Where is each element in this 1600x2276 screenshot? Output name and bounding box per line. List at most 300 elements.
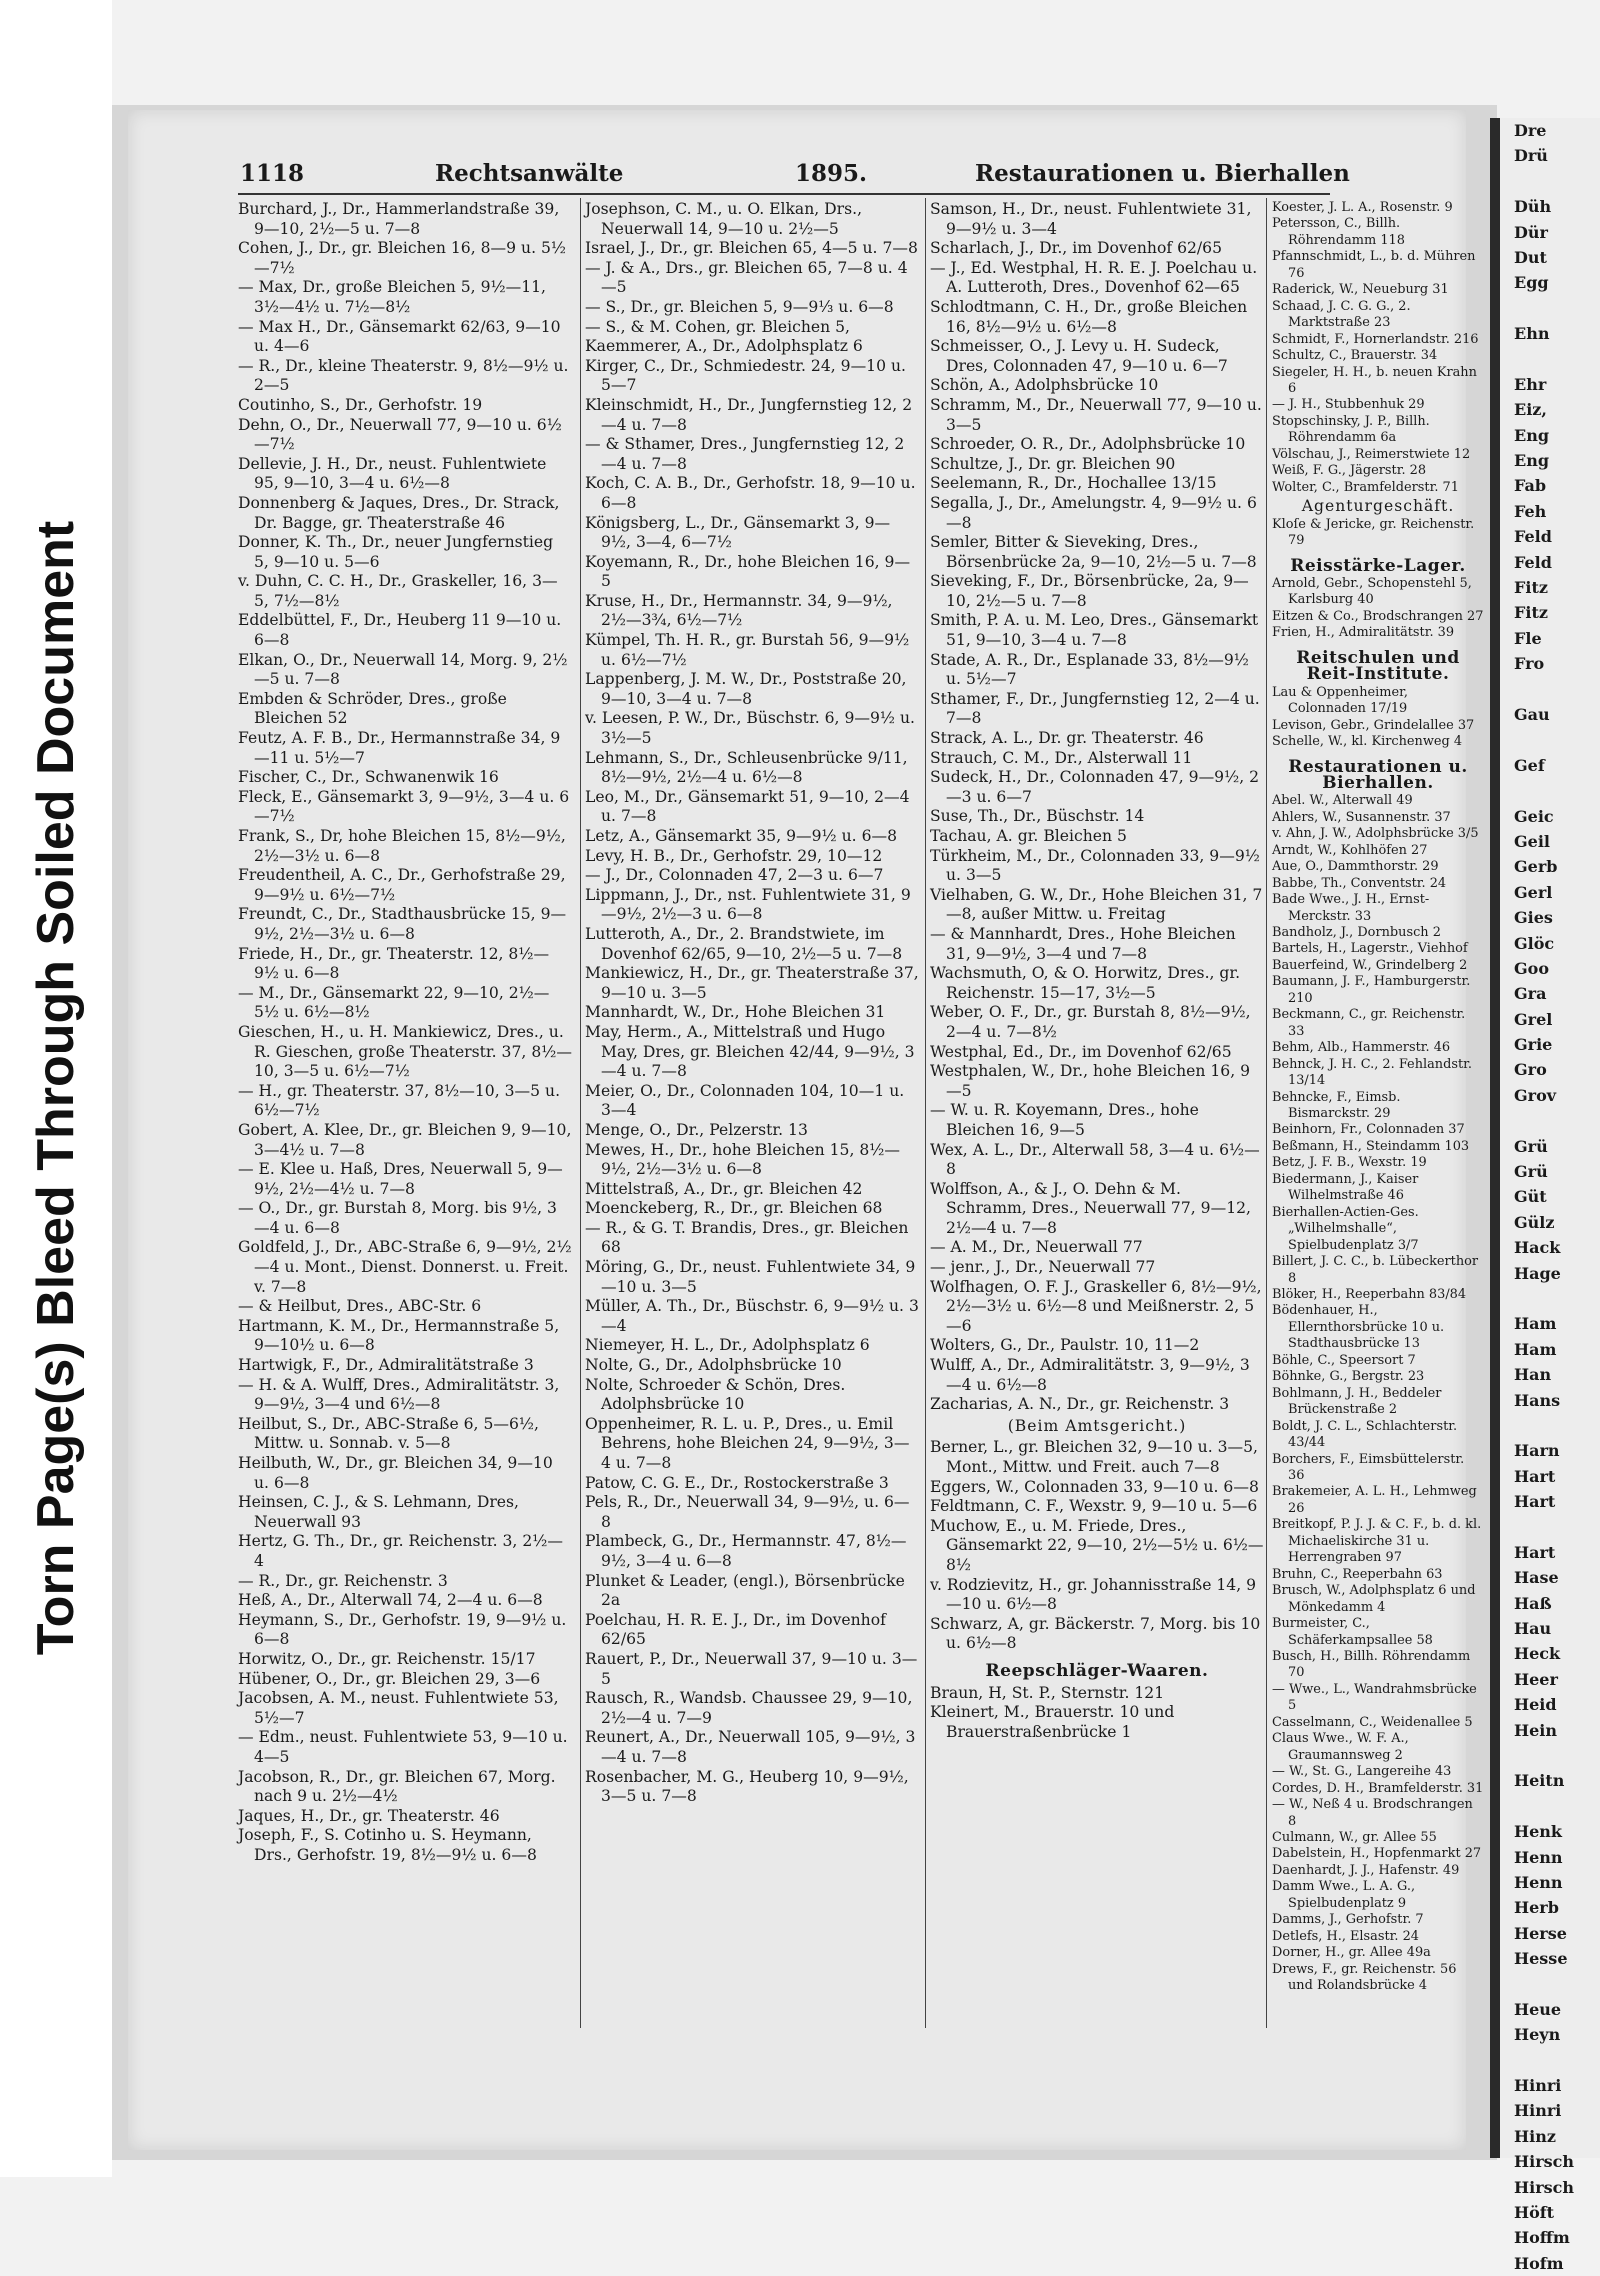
directory-entry: Lippmann, J., Dr., nst. Fuhlentwiete 31, 9—9½, 2½—3 u. 6—8 (585, 885, 911, 924)
directory-entry: — A. M., Dr., Neuerwall 77 (930, 1238, 1143, 1257)
directory-entry: Muchow, E., u. M. Friede, Dres., Gänsemarkt 22, 9—10, 2½—5½ u. 6½—8½ (930, 1516, 1264, 1574)
directory-entry: Bauerfeind, W., Grindelberg 2 (1272, 957, 1468, 973)
directory-entry: Koch, C. A. B., Dr., Gerhofstr. 18, 9—10 u. 6—8 (585, 474, 916, 512)
directory-entry: Beßmann, H., Steindamm 103 (1272, 1138, 1470, 1154)
directory-entry: Eddelbüttel, F., Dr., Heuberg 11 9—10 u. 6—8 (238, 611, 562, 650)
directory-entry: Eggers, W., Colonnaden 33, 9—10 u. 6—8 (930, 1477, 1259, 1496)
directory-entry: Stade, A. R., Dr., Esplanade 33, 8½—9½ u. 5½—7 (930, 650, 1249, 689)
directory-entry: Strack, A. L., Dr. gr. Theaterstr. 46 (930, 729, 1204, 748)
directory-entry: Sudeck, H., Dr., Colonnaden 47, 9—9½, 2—3 u. 6—7 (930, 768, 1260, 806)
directory-entry: Wolter, C., Bramfelderstr. 71 (1272, 479, 1459, 495)
directory-entry: Daenhardt, J. J., Hafenstr. 49 (1272, 1862, 1460, 1878)
edge-word-fragment: Feh (1514, 501, 1547, 521)
edge-word-fragment: Heyn (1514, 2025, 1561, 2045)
directory-entry: Ahlers, W., Susannenstr. 37 (1272, 809, 1451, 825)
edge-word-fragment: Hart (1514, 1542, 1556, 1562)
edge-word-fragment: Dre (1514, 121, 1547, 140)
directory-entry: — M., Dr., Gänsemarkt 22, 9—10, 2½—5½ u. 6½—8½ (238, 983, 550, 1022)
directory-entry: Cordes, D. H., Bramfelderstr. 31 (1272, 1780, 1484, 1796)
directory-entry: — J., Ed. Westphal, H. R. E. J. Poelchau u. A. Lutteroth, Dres., Dovenhof 62—65 (930, 258, 1258, 297)
subsection-heading: (Beim Amtsgericht.) (1007, 1416, 1187, 1435)
directory-entry: Bödenhauer, H., Ellernthorsbrücke 10 u. Stadthausbrücke 13 (1272, 1303, 1445, 1352)
directory-entry: Israel, J., Dr., gr. Bleichen 65, 4—5 u. 7—8 (585, 239, 918, 258)
column-2 (585, 200, 919, 1807)
edge-word-fragment: Heitn (1514, 1771, 1565, 1791)
directory-entry: Fischer, C., Dr., Schwanenwik 16 (238, 768, 499, 787)
directory-entry: Nolte, Schroeder & Schön, Dres. Adolphsbrücke 10 (585, 1375, 846, 1414)
directory-entry: Hübener, O., Dr., gr. Bleichen 29, 3—6 (238, 1669, 541, 1688)
edge-word-fragment: Henk (1514, 1822, 1563, 1842)
edge-word-fragment (1500, 2048, 1600, 2073)
directory-entry: Mankiewicz, H., Dr., gr. Theaterstraße 37, 9—10 u. 3—5 (585, 964, 919, 1002)
edge-word-fragment: Harn (1514, 1441, 1560, 1461)
directory-entry: Levy, H. B., Dr., Gerhofstr. 29, 10—12 (585, 846, 883, 865)
column-1 (238, 200, 572, 1865)
directory-entry: Coutinho, S., Dr., Gerhofstr. 19 (238, 395, 483, 414)
edge-word-fragment: Gerb (1514, 857, 1558, 877)
directory-entry: Smith, P. A. u. M. Leo, Dres., Gänsemarkt 51, 9—10, 3—4 u. 7—8 (930, 611, 1259, 650)
left-running-title: Rechtsanwälte (435, 160, 624, 187)
directory-entry: Fleck, E., Gänsemarkt 3, 9—9½, 3—4 u. 6—7½ (238, 787, 570, 826)
directory-entry: Breitkopf, P. J. J. & C. F., b. d. kl. Michaeliskirche 31 u. Herrengraben 97 (1272, 1517, 1482, 1566)
directory-entry: — S., & M. Cohen, gr. Bleichen 5, (585, 317, 850, 336)
directory-entry: — & Heilbut, Dres., ABC-Str. 6 (238, 1297, 482, 1316)
directory-entry: Nolte, G., Dr., Adolphsbrücke 10 (585, 1356, 842, 1375)
edge-word-fragment: Ham (1514, 1314, 1557, 1334)
directory-entry: Damm Wwe., L. A. G., Spielbudenplatz 9 (1272, 1879, 1416, 1911)
directory-entry: — Edm., neust. Fuhlentwiete 53, 9—10 u. 4—5 (238, 1728, 568, 1766)
directory-entry: Behm, Alb., Hammerstr. 46 (1272, 1040, 1451, 1056)
year: 1895. (795, 160, 868, 187)
directory-entry: Rosenbacher, M. G., Heuberg 10, 9—9½, 3—5 u. 7—8 (585, 1767, 909, 1806)
edge-word-fragment: Henn (1514, 1847, 1563, 1867)
directory-entry: Behncke, F., Eimsb. Bismarckstr. 29 (1272, 1089, 1401, 1122)
column-4 (1272, 200, 1484, 1994)
directory-entry: v. Ahn, J. W., Adolphsbrücke 3/5 (1272, 826, 1479, 842)
edge-word-fragment: Ham (1514, 1339, 1557, 1359)
edge-word-fragment: Grel (1514, 1009, 1553, 1029)
edge-word-fragment: Goo (1514, 958, 1550, 978)
directory-entry: Bartels, H., Lagerstr., Viehhof (1272, 941, 1468, 957)
directory-entry: Berner, L., gr. Bleichen 32, 9—10 u. 3—5, Mont., Mittw. und Freit. auch 7—8 (930, 1438, 1259, 1476)
directory-entry: Koyemann, R., Dr., hohe Bleichen 16, 9—5 (585, 552, 911, 591)
directory-entry: — & Mannhardt, Dres., Hohe Bleichen 31, 9—9½, 3—4 und 7—8 (930, 924, 1236, 963)
directory-entry: — R., Dr., gr. Reichenstr. 3 (238, 1571, 448, 1590)
directory-entry: Detlefs, H., Elsastr. 24 (1272, 1928, 1419, 1944)
directory-entry: Heß, A., Dr., Alterwall 74, 2—4 u. 6—8 (238, 1591, 543, 1610)
directory-entry: Arndt, W., Kohlhöfen 27 (1272, 842, 1428, 858)
directory-entry: Raderick, W., Neueburg 31 (1272, 282, 1449, 298)
edge-word-fragment: Hinri (1514, 2101, 1562, 2121)
section-heading: Reisstärke-Lager. (1290, 555, 1466, 576)
directory-entry: Heymann, S., Dr., Gerhofstr. 19, 9—9½ u. 6—8 (238, 1610, 567, 1649)
directory-entry: — Wwe., L., Wandrahmsbrücke 5 (1272, 1681, 1477, 1714)
edge-word-fragment: Ehn (1514, 324, 1550, 344)
directory-entry: Suse, Th., Dr., Büschstr. 14 (930, 807, 1145, 826)
edge-word-fragment: Haß (1514, 1593, 1552, 1613)
directory-entry: Semler, Bitter & Sieveking, Dres., Börsenbrücke 2a, 9—10, 2½—5 u. 7—8 (930, 533, 1257, 571)
edge-word-fragment: Gra (1514, 984, 1547, 1004)
edge-word-fragment: Gef (1514, 755, 1545, 775)
column-divider (1266, 198, 1267, 2028)
edge-word-fragment: Fab (1514, 476, 1547, 496)
directory-entry: — J., Dr., Colonnaden 47, 2—3 u. 6—7 (585, 866, 884, 885)
directory-entry: — jenr., J., Dr., Neuerwall 77 (930, 1258, 1156, 1277)
column-divider (580, 198, 581, 2028)
edge-word-fragment: Hoffm (1514, 2228, 1570, 2248)
edge-word-fragment: Eng (1514, 425, 1550, 445)
archive-stamp-text: Torn Page(s) Bleed Through Soiled Document (27, 520, 85, 1656)
directory-entry: Schramm, M., Dr., Neuerwall 77, 9—10 u. 3—5 (930, 395, 1262, 434)
directory-entry: Menge, O., Dr., Pelzerstr. 13 (585, 1120, 808, 1139)
directory-entry: Leo, M., Dr., Gänsemarkt 51, 9—10, 2—4 u. 7—8 (585, 787, 910, 826)
directory-entry: — W., St. G., Langereihe 43 (1272, 1764, 1452, 1780)
directory-entry: Hartwigk, F., Dr., Admiralitätstraße 3 (238, 1356, 534, 1375)
directory-entry: Sieveking, F., Dr., Börsenbrücke, 2a, 9—10, 2½—5 u. 7—8 (930, 572, 1249, 610)
directory-entry: Plambeck, G., Dr., Hermannstr. 47, 8½—9½, 3—4 u. 6—8 (585, 1532, 907, 1570)
directory-entry: Pels, R., Dr., Neuerwall 34, 9—9½, u. 6—8 (585, 1493, 910, 1531)
directory-entry: Heinsen, C. J., & S. Lehmann, Dres, Neuerwall 93 (238, 1493, 519, 1531)
directory-entry: Blöker, H., Reeperbahn 83/84 (1272, 1287, 1467, 1302)
page-gutter (1490, 118, 1500, 2158)
directory-entry: Horwitz, O., Dr., gr. Reichenstr. 15/17 (238, 1649, 536, 1668)
edge-word-fragment (1500, 296, 1600, 321)
edge-word-fragment: Hart (1514, 1466, 1556, 1486)
edge-word-fragment: Gies (1514, 908, 1553, 928)
edge-word-fragment: Gro (1514, 1060, 1547, 1080)
edge-word-fragment: Hofm (1514, 2253, 1564, 2273)
directory-entry: Jaques, H., Dr., gr. Theaterstr. 46 (238, 1806, 500, 1825)
directory-entry: Königsberg, L., Dr., Gänsemarkt 3, 9—9½, 3—4, 6—7½ (585, 513, 891, 552)
section-heading: Reepschläger-Waaren. (985, 1660, 1209, 1681)
directory-entry: Levison, Gebr., Grindelallee 37 (1272, 717, 1475, 733)
directory-entry: — & Sthamer, Dres., Jungfernstieg 12, 2—4 u. 7—8 (585, 435, 905, 473)
edge-word-fragment: Grü (1514, 1162, 1548, 1182)
edge-word-fragment (1500, 778, 1600, 803)
subsection-heading: Agenturgeschäft. (1301, 497, 1455, 516)
directory-entry: Sthamer, F., Dr., Jungfernstieg 12, 2—4 u. 7—8 (930, 689, 1260, 728)
directory-entry: Borchers, F., Eimsbüttelerstr. 36 (1272, 1451, 1465, 1483)
edge-word-fragment (1500, 1514, 1600, 1539)
edge-word-fragment: Ehr (1514, 374, 1547, 394)
edge-word-fragment: Heid (1514, 1695, 1557, 1715)
directory-entry: — E. Klee u. Haß, Dres, Neuerwall 5, 9—9½, 2½—4½ u. 7—8 (238, 1160, 563, 1198)
directory-entry: Stopschinsky, J. P., Billh. Röhrendamm 6a (1272, 413, 1430, 446)
edge-word-fragment: Henn (1514, 1872, 1563, 1892)
edge-word-fragment (1500, 169, 1600, 194)
directory-entry: Bade Wwe., J. H., Ernst-Merckstr. 33 (1272, 892, 1430, 924)
directory-entry: Rausch, R., Wandsb. Chaussee 29, 9—10, 2½—4 u. 7—9 (585, 1689, 913, 1727)
directory-entry: Elkan, O., Dr., Neuerwall 14, Morg. 9, 2½—5 u. 7—8 (238, 650, 568, 689)
edge-word-fragment: Fro (1514, 654, 1545, 674)
edge-word-fragment: Eng (1514, 451, 1550, 471)
directory-entry: Mittelstraß, A., Dr., gr. Bleichen 42 (585, 1179, 863, 1198)
directory-entry: Freudentheil, A. C., Dr., Gerhofstraße 29, 9—9½ u. 6½—7½ (238, 866, 566, 904)
edge-word-fragment: Hack (1514, 1238, 1561, 1258)
directory-entry: — H., gr. Theaterstr. 37, 8½—10, 3—5 u. 6½—7½ (238, 1081, 561, 1120)
column-divider (925, 198, 926, 2028)
directory-entry: Aue, O., Dammthorstr. 29 (1272, 859, 1439, 875)
directory-entry: Wulff, A., Dr., Admiralitätstr. 3, 9—9½, 3—4 u. 6½—8 (930, 1356, 1250, 1394)
directory-entry: Schultz, C., Brauerstr. 34 (1272, 348, 1438, 364)
directory-entry: Strauch, C. M., Dr., Alsterwall 11 (930, 748, 1193, 767)
directory-entry: Eitzen & Co., Brodschrangen 27 (1272, 608, 1484, 624)
edge-word-fragment: Egg (1514, 273, 1549, 293)
directory-entry: Schelle, W., kl. Kirchenweg 4 (1272, 734, 1463, 750)
directory-entry: — W., Neß 4 u. Brodschrangen 8 (1272, 1797, 1473, 1829)
edge-word-fragment: Hinri (1514, 2076, 1562, 2096)
directory-entry: Biedermann, J., Kaiser Wilhelmstraße 46 (1272, 1171, 1419, 1204)
directory-entry: Kleinschmidt, H., Dr., Jungfernstieg 12, 2—4 u. 7—8 (585, 395, 913, 434)
directory-entry: Dorner, H., gr. Allee 49a (1272, 1945, 1431, 1961)
directory-entry: Mannhardt, W., Dr., Hohe Bleichen 31 (585, 1003, 886, 1022)
edge-word-fragment (1500, 677, 1600, 702)
edge-word-fragment: Düh (1514, 197, 1552, 217)
directory-entry: Donner, K. Th., Dr., neuer Jungfernstieg 5, 9—10 u. 5—6 (238, 533, 554, 571)
directory-entry: Pfannschmidt, L., b. d. Mühren 76 (1272, 249, 1476, 281)
directory-entry: Lutteroth, A., Dr., 2. Brandstwiete, im Dovenhof 62/65, 9—10, 2½—5 u. 7—8 (585, 924, 903, 963)
edge-word-fragment: Dür (1514, 222, 1548, 242)
edge-word-fragment (1500, 1794, 1600, 1819)
directory-entry: Culmann, W., gr. Allee 55 (1272, 1829, 1437, 1845)
edge-word-fragment: Hein (1514, 1720, 1558, 1740)
directory-entry: Kruse, H., Dr., Hermannstr. 34, 9—9½, 2½—3¾, 6½—7½ (585, 591, 893, 630)
directory-entry: Böhle, C., Speersort 7 (1272, 1352, 1416, 1368)
directory-entry: Samson, H., Dr., neust. Fuhlentwiete 31, 9—9½ u. 3—4 (930, 200, 1252, 238)
directory-entry: Weber, O. F., Dr., gr. Burstah 8, 8½—9½, 2—4 u. 7—8½ (930, 1003, 1251, 1041)
edge-word-fragment: Geil (1514, 831, 1550, 851)
directory-entry: Meier, O., Dr., Colonnaden 104, 10—1 u. 3—4 (585, 1081, 905, 1120)
directory-entry: Babbe, Th., Conventstr. 24 (1272, 875, 1447, 891)
directory-entry: — O., Dr., gr. Burstah 8, Morg. bis 9½, 3—4 u. 6—8 (238, 1199, 557, 1237)
edge-word-fragment (1500, 1286, 1600, 1311)
directory-entry: Kleinert, M., Brauerstr. 10 und Brauerstraßenbrücke 1 (930, 1703, 1175, 1741)
directory-entry: Busch, H., Billh. Röhrendamm 70 (1272, 1648, 1471, 1681)
directory-entry: v. Rodzievitz, H., gr. Johannisstraße 14, 9—10 u. 6½—8 (930, 1575, 1257, 1614)
directory-entry: Moenckeberg, R., Dr., gr. Bleichen 68 (585, 1199, 883, 1218)
right-running-title: Restaurationen u. Bierhallen (975, 160, 1350, 187)
edge-word-fragment: Heue (1514, 1999, 1562, 2019)
directory-entry: Drews, F., gr. Reichenstr. 56 und Rolandsbrücke 4 (1272, 1961, 1457, 1994)
directory-entry: Möring, G., Dr., neust. Fuhlentwiete 34, 9—10 u. 3—5 (585, 1258, 916, 1296)
edge-word-fragment (1500, 347, 1600, 372)
directory-entry: Schlodtmann, C. H., Dr., große Bleichen 16, 8½—9½ u. 6½—8 (930, 297, 1248, 336)
edge-word-fragment: Güt (1514, 1187, 1547, 1207)
directory-entry: Mewes, H., Dr., hohe Bleichen 15, 8½—9½, 2½—3½ u. 6—8 (585, 1140, 900, 1179)
directory-entry: Schroeder, O. R., Dr., Adolphsbrücke 10 (930, 435, 1246, 454)
directory-entry: — R., & G. T. Brandis, Dres., gr. Bleichen 68 (585, 1218, 909, 1257)
directory-entry: Westphalen, W., Dr., hohe Bleichen 16, 9—5 (930, 1062, 1251, 1100)
edge-word-fragment: Hage (1514, 1263, 1561, 1283)
directory-entry: — S., Dr., gr. Bleichen 5, 9—9⅓ u. 6—8 (585, 297, 894, 316)
directory-entry: Bierhallen-Actien-Ges. „Wilhelmshalle“, Spielbudenplatz 3/7 (1272, 1204, 1419, 1253)
directory-entry: Billert, J. C. C., b. Lübeckerthor 8 (1272, 1254, 1479, 1286)
directory-entry: Brusch, W., Adolphsplatz 6 und Mönkedamm 4 (1272, 1583, 1476, 1615)
directory-entry: Wex, A. L., Dr., Alterwall 58, 3—4 u. 6½—8 (930, 1140, 1260, 1179)
edge-word-fragment (1500, 727, 1600, 752)
directory-entry: Hartmann, K. M., Dr., Hermannstraße 5, 9—10½ u. 6—8 (238, 1316, 560, 1355)
directory-entry: Dabelstein, H., Hopfenmarkt 27 (1272, 1846, 1482, 1862)
edge-word-fragment: Geic (1514, 806, 1554, 826)
edge-word-fragment: Grie (1514, 1035, 1553, 1055)
directory-entry: Damms, J., Gerhofstr. 7 (1272, 1912, 1424, 1928)
directory-entry: Jacobsen, A. M., neust. Fuhlentwiete 53, 5½—7 (238, 1689, 559, 1727)
edge-word-fragment: Fitz (1514, 603, 1548, 623)
directory-entry: Casselmann, C., Weidenallee 5 (1272, 1714, 1473, 1730)
edge-word-fragment: Hirsch (1514, 2177, 1575, 2197)
directory-entry: — Max, Dr., große Bleichen 5, 9½—11, 3½—4½ u. 7½—8½ (238, 278, 546, 316)
directory-entry: Schmidt, F., Hornerlandstr. 216 (1272, 331, 1479, 347)
directory-entry: Beckmann, C., gr. Reichenstr. 33 (1272, 1007, 1466, 1039)
directory-entry: Abel. W., Alterwall 49 (1272, 793, 1413, 809)
section-heading: Restaurationen u. Bierhallen. (1288, 756, 1468, 793)
directory-entry: Dehn, O., Dr., Neuerwall 77, 9—10 u. 6½—7½ (238, 415, 562, 454)
edge-word-fragment: Hau (1514, 1619, 1552, 1639)
directory-entry: Feldtmann, C. F., Wexstr. 9, 9—10 u. 5—6 (930, 1497, 1258, 1516)
directory-entry: Türkheim, M., Dr., Colonnaden 33, 9—9½ u. 3—5 (930, 846, 1260, 885)
directory-entry: Letz, A., Gänsemarkt 35, 9—9½ u. 6—8 (585, 827, 898, 845)
edge-word-fragment: Dut (1514, 247, 1547, 267)
edge-word-fragment: Herb (1514, 1898, 1559, 1918)
edge-word-fragment: Feld (1514, 527, 1552, 547)
directory-entry: Bandholz, J., Dornbusch 2 (1272, 925, 1441, 941)
edge-word-fragment: Han (1514, 1365, 1552, 1385)
directory-entry: — Max H., Dr., Gänsemarkt 62/63, 9—10 u. 4—6 (238, 317, 561, 356)
directory-entry: Gobert, A. Klee, Dr., gr. Bleichen 9, 9—10, 3—4½ u. 7—8 (238, 1120, 572, 1159)
directory-entry: Betz, J. F. B., Wexstr. 19 (1272, 1155, 1427, 1171)
edge-word-fragment: Höft (1514, 2203, 1555, 2223)
edge-word-fragment: Gau (1514, 704, 1550, 724)
section-heading: Reitschulen und Reit-Institute. (1296, 647, 1460, 685)
directory-entry: Boldt, J. C. L., Schlachterstr. 43/44 (1272, 1418, 1458, 1451)
directory-entry: Kirger, C., Dr., Schmiedestr. 24, 9—10 u. 5—7 (585, 356, 906, 395)
directory-entry: Wachsmuth, O, & O. Horwitz, Dres., gr. Reichenstr. 15—17, 3½—5 (930, 964, 1241, 1002)
directory-entry: Frank, S., Dr, hohe Bleichen 15, 8½—9½, 2½—3½ u. 6—8 (238, 827, 566, 865)
edge-word-fragment (1500, 1413, 1600, 1438)
directory-entry: Weiß, F. G., Jägerstr. 28 (1272, 463, 1427, 479)
directory-entry: Koester, J. L. A., Rosenstr. 9 (1272, 200, 1453, 215)
directory-entry: Heilbut, S., Dr., ABC-Straße 6, 5—6½, Mittw. u. Sonnab. v. 5—8 (238, 1414, 539, 1453)
directory-entry: May, Herm., A., Mittelstraß und Hugo May, Dres, gr. Bleichen 42/44, 9—9½, 3—4 u. 7—8 (585, 1022, 915, 1081)
directory-entry: — J. & A., Drs., gr. Bleichen 65, 7—8 u. 4—5 (585, 258, 908, 297)
directory-entry: Schön, A., Adolphsbrücke 10 (930, 376, 1159, 395)
directory-entry: Lappenberg, J. M. W., Dr., Poststraße 20, 9—10, 3—4 u. 7—8 (585, 670, 907, 708)
directory-entry: — J. H., Stubbenhuk 29 (1272, 397, 1425, 413)
directory-entry: Segalla, J., Dr., Amelungstr. 4, 9—9½ u. 6—8 (930, 493, 1257, 532)
edge-word-fragment (1500, 1108, 1600, 1133)
edge-word-fragment: Hans (1514, 1390, 1561, 1410)
edge-word-fragment: Glöc (1514, 933, 1555, 953)
edge-word-fragment: Fitz (1514, 578, 1548, 598)
directory-entry: Niemeyer, H. L., Dr., Adolphsplatz 6 (585, 1336, 870, 1355)
directory-entry: Cohen, J., Dr., gr. Bleichen 16, 8—9 u. 5½—7½ (238, 239, 567, 277)
directory-entry: Jacobson, R., Dr., gr. Bleichen 67, Morg. nach 9 u. 2½—4½ (238, 1767, 556, 1806)
directory-entry: Petersson, C., Billh. Röhrendamm 118 (1272, 216, 1405, 248)
edge-word-fragment: Fle (1514, 628, 1542, 648)
directory-entry: Wolters, G., Dr., Paulstr. 10, 11—2 (930, 1336, 1200, 1355)
directory-entry: Kloſe & Jericke, gr. Reichenstr. 79 (1272, 516, 1475, 549)
directory-entry: Völschau, J., Reimerstwiete 12 (1272, 446, 1471, 462)
directory-entry: Embden & Schröder, Dres., große Bleichen 52 (238, 689, 507, 728)
directory-entry: Tachau, A. gr. Bleichen 5 (930, 827, 1127, 845)
directory-entry: Patow, C. G. E., Dr., Rostockerstraße 3 (585, 1473, 889, 1492)
directory-entry: Dellevie, J. H., Dr., neust. Fuhlentwiete 95, 9—10, 3—4 u. 6½—8 (238, 454, 547, 493)
edge-word-fragment: Hart (1514, 1492, 1556, 1512)
page-number: 1118 (240, 160, 305, 187)
directory-entry: Freundt, C., Dr., Stadthausbrücke 15, 9—9½, 2½—3½ u. 6—8 (238, 905, 567, 943)
column-3 (930, 200, 1264, 1742)
directory-entry: Goldfeld, J., Dr., ABC-Straße 6, 9—9½, 2½—4 u. Mont., Dienst. Donnerst. u. Freit. v. 7—8 (238, 1238, 572, 1296)
directory-entry: Feutz, A. F. B., Dr., Hermannstraße 34, 9—11 u. 5½—7 (238, 729, 561, 767)
directory-entry: Poelchau, H. R. E. J., Dr., im Dovenhof 62/65 (585, 1610, 886, 1649)
page-header (240, 160, 1350, 192)
edge-word-fragment: Gülz (1514, 1212, 1555, 1232)
edge-word-fragment (1500, 1972, 1600, 1997)
edge-word-fragment: Hirsch (1514, 2152, 1575, 2172)
adjacent-page-edge (1500, 118, 1600, 2273)
directory-entry: Böhnke, G., Bergstr. 23 (1272, 1369, 1425, 1385)
directory-entry: Burmeister, C., Schäferkampsallee 58 (1272, 1616, 1433, 1648)
directory-entry: Lau & Oppenheimer, Colonnaden 17/19 (1272, 684, 1408, 717)
directory-entry: Heilbuth, W., Dr., gr. Bleichen 34, 9—10 u. 6—8 (238, 1454, 553, 1492)
directory-entry: Joseph, F., S. Cotinho u. S. Heymann, Drs., Gerhofstr. 19, 8½—9½ u. 6—8 (238, 1826, 537, 1864)
directory-entry: Plunket & Leader, (engl.), Börsenbrücke 2a (585, 1571, 905, 1610)
directory-entry: v. Leesen, P. W., Dr., Büschstr. 6, 9—9½ u. 3½—5 (585, 709, 915, 748)
directory-entry: Seelemann, R., Dr., Hochallee 13/15 (930, 474, 1217, 493)
edge-word-fragment: Herse (1514, 1923, 1567, 1943)
directory-entry: Bohlmann, J. H., Beddeler Brückenstraße 2 (1272, 1385, 1442, 1418)
directory-entry: Scharlach, J., Dr., im Dovenhof 62/65 (930, 239, 1223, 258)
directory-entry: Josephson, C. M., u. O. Elkan, Drs., Neuerwall 14, 9—10 u. 2½—5 (585, 200, 863, 238)
directory-entry: Schmeisser, O., J. Levy u. H. Sudeck, Dres, Colonnaden 47, 9—10 u. 6—7 (930, 337, 1228, 375)
archive-stamp-strip (0, 0, 112, 2177)
edge-word-fragment: Heck (1514, 1644, 1561, 1664)
directory-entry: Vielhaben, G. W., Dr., Hohe Bleichen 31, 7—8, außer Mittw. u. Freitag (930, 885, 1263, 924)
directory-entry: Behnck, J. H. C., 2. Fehlandstr. 13/14 (1272, 1056, 1472, 1089)
directory-entry: Braun, H, St. P., Sternstr. 121 (930, 1683, 1165, 1702)
edge-word-fragment: Heer (1514, 1669, 1558, 1689)
directory-entry: Wolffson, A., & J., O. Dehn & M. Schramm, Dres., Neuerwall 77, 9—12, 2½—4 u. 7—8 (930, 1179, 1251, 1237)
directory-entry: Schwarz, A, gr. Bäckerstr. 7, Morg. bis 10 u. 6½—8 (930, 1614, 1261, 1653)
directory-entry: Schaad, J. C. G. G., 2. Marktstraße 23 (1272, 298, 1411, 331)
directory-entry: Gieschen, H., u. H. Mankiewicz, Dres., u. R. Gieschen, große Theaterstr. 37, 8½—10, 3—5 u. 6½—7½ (238, 1022, 572, 1081)
directory-entry: Burchard, J., Dr., Hammerlandstraße 39, 9—10, 2½—5 u. 7—8 (238, 200, 560, 238)
edge-word-fragment: Feld (1514, 552, 1552, 572)
directory-entry: Arnold, Gebr., Schopenstehl 5, Karlsburg 40 (1272, 575, 1472, 608)
directory-entry: — H. & A. Wulff, Dres., Admiralitätstr. 3, 9—9½, 3—4 und 6½—8 (238, 1375, 560, 1414)
directory-entry: Wolfhagen, O. F. J., Graskeller 6, 8½—9½, 2½—3½ u. 6½—8 und Meißnerstr. 2, 5—6 (930, 1277, 1262, 1335)
directory-entry: Baumann, J. F., Hamburgerstr. 210 (1272, 974, 1471, 1006)
edge-word-fragment: Grü (1514, 1136, 1548, 1156)
directory-entry: — R., Dr., kleine Theaterstr. 9, 8½—9½ u. 2—5 (238, 356, 569, 395)
edge-word-fragment: Gerl (1514, 882, 1553, 902)
edge-word-fragment: Hinz (1514, 2126, 1556, 2146)
header-rule (238, 193, 1330, 195)
directory-entry: Beinhorn, Fr., Colonnaden 37 (1272, 1122, 1465, 1138)
directory-entry: Kümpel, Th. H. R., gr. Burstah 56, 9—9½ u. 6½—7½ (585, 631, 910, 669)
edge-word-fragment: Eiz, (1514, 400, 1547, 420)
directory-entry: Westphal, Ed., Dr., im Dovenhof 62/65 (930, 1042, 1232, 1061)
directory-entry: Donnenberg & Jaques, Dres., Dr. Strack, Dr. Bagge, gr. Theaterstraße 46 (238, 493, 560, 532)
directory-entry: Zacharias, A. N., Dr., gr. Reichenstr. 3 (930, 1395, 1230, 1414)
directory-entry: Lehmann, S., Dr., Schleusenbrücke 9/11, 8½—9½, 2½—4 u. 6½—8 (585, 748, 908, 787)
edge-word-fragment (1500, 1743, 1600, 1768)
directory-entry: Reunert, A., Dr., Neuerwall 105, 9—9½, 3—4 u. 7—8 (585, 1728, 916, 1766)
directory-entry: Claus Wwe., W. F. A., Graumannsweg 2 (1272, 1731, 1409, 1763)
directory-entry: Siegeler, H. H., b. neuen Krahn 6 (1272, 364, 1477, 396)
directory-entry: Friede, H., Dr., gr. Theaterstr. 12, 8½—9½ u. 6—8 (238, 944, 550, 983)
directory-entry: Bruhn, C., Reeperbahn 63 (1272, 1566, 1443, 1582)
